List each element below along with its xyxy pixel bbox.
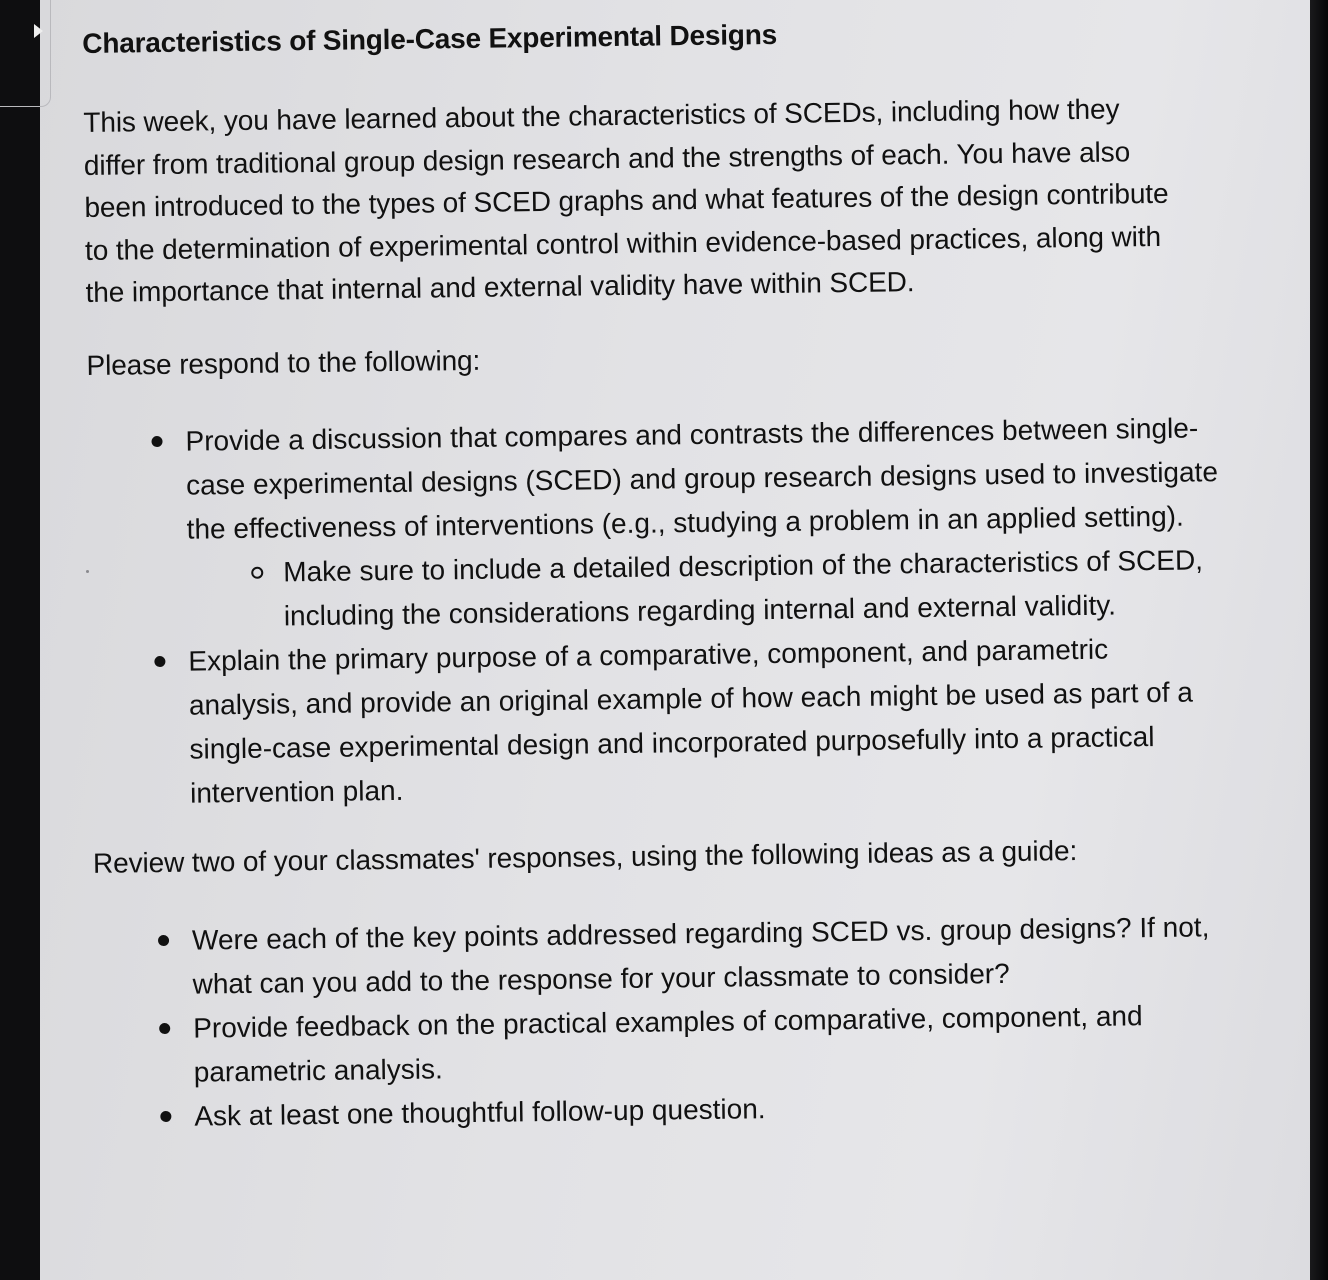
bullet-icon: [151, 436, 162, 447]
page-title: Characteristics of Single-Case Experimental Designs: [82, 18, 778, 59]
review-list: [94, 905, 1227, 1140]
bullet-icon: [160, 1110, 171, 1121]
review-item: [94, 905, 1225, 1008]
bullet-icon: [159, 1022, 170, 1033]
prompt-item: [90, 626, 1222, 817]
review-item-text: Provide feedback on the practical examples of comparative, component, and parametric analysis.: [192, 999, 1143, 1088]
chevron-right-icon: [34, 24, 43, 38]
prompt-subitem: [187, 538, 1220, 640]
review-item-text: Ask at least one thoughtful follow-up question.: [194, 1092, 766, 1132]
review-item-text: Were each of the key points addressed regarding SCED vs. group designs? If not, what can you add to the response for your classmate to consider?: [191, 910, 1210, 1000]
bullet-icon: [158, 934, 169, 945]
prompt-subitem-text: Make sure to include a detailed description of the characteristics of SCED, including the considerations regarding internal and external validity.: [283, 544, 1204, 632]
intro-paragraph: This week, you have learned about the characteristics of SCEDs, including how they differ from traditional group design research and the strengths of each. You have also been introduced to the types of SCED graphs and what features of the design contribute to the determination of experimental control within evidence-based practices, along with the importance that internal and external validity have within SCED.: [83, 93, 1169, 308]
prompt-item: [87, 406, 1220, 641]
prompt-sublist: [187, 538, 1220, 640]
hollow-bullet-icon: [251, 567, 263, 579]
device-bezel: [1310, 0, 1328, 1280]
prompt-item-text: Explain the primary purpose of a comparative, component, and parametric analysis, and provide an original example of how each might be used as part of a single-case experimental design and incorporated purposefully into a practical intervention plan.: [188, 633, 1194, 809]
prompt-list: [87, 406, 1222, 817]
review-item: [95, 993, 1226, 1096]
review-heading: Review two of your classmates' responses, using the following ideas as a guide:: [92, 835, 1078, 879]
sidebar-toggle[interactable]: [0, 0, 51, 107]
prompt-heading: Please respond to the following:: [86, 344, 481, 381]
prompt-item-text: Provide a discussion that compares and contrasts the differences between single-case experimental designs (SCED) and group research designs used to investigate the effectiveness of interventions (e.g., studying a problem in an applied setting).: [185, 412, 1219, 545]
bullet-icon: [154, 656, 165, 667]
discussion-prompt: [82, 5, 1227, 1139]
